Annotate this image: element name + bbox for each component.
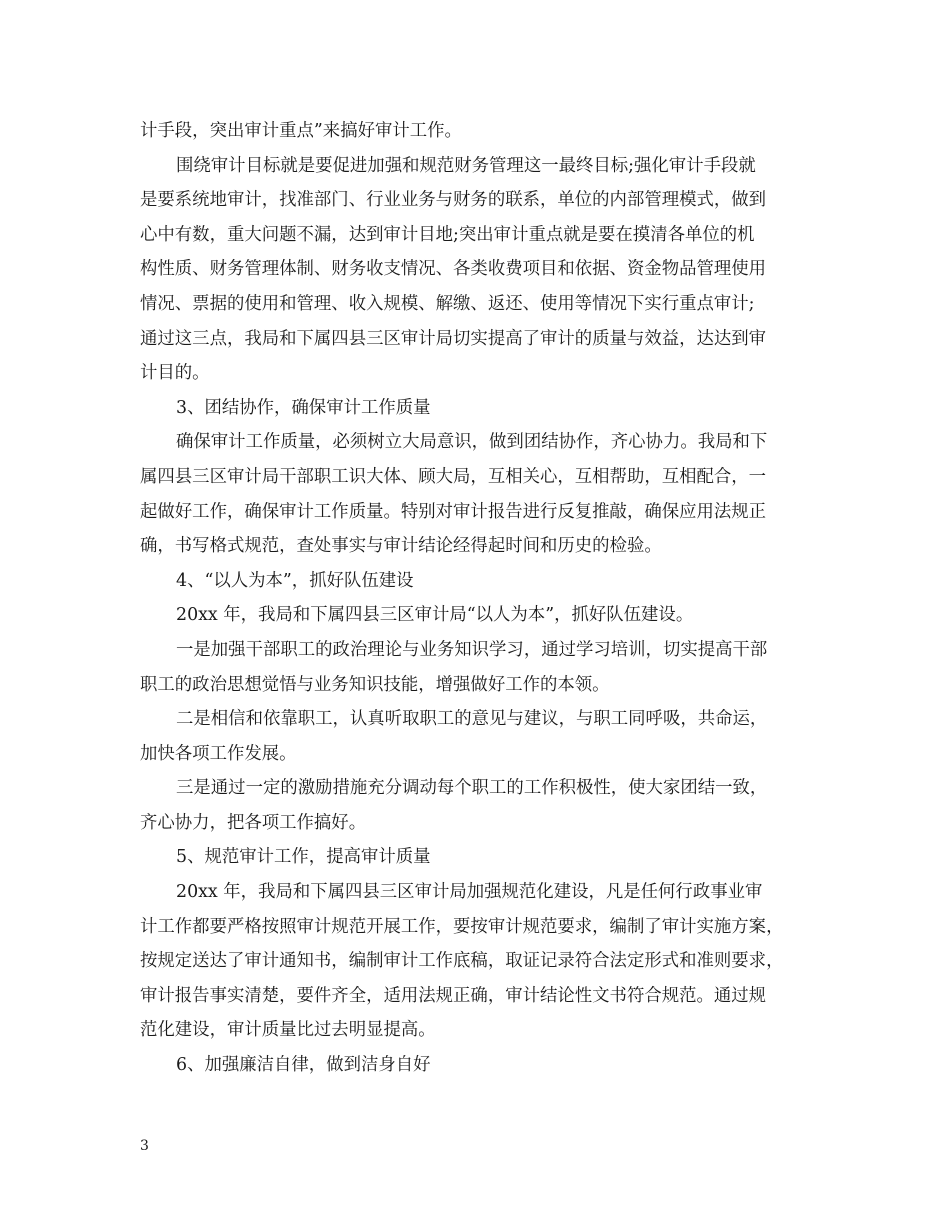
text-line: 计工作都要严格按照审计规范开展工作，要按审计规范要求，编制了审计实施方案， [140,916,784,937]
text-line: 齐心协力，把各项工作搞好。 [140,812,367,833]
text-line: 情况、票据的使用和管理、收入规模、解缴、返还、使用等情况下实行重点审计; [140,293,755,314]
text-line: 属四县三区审计局干部职工识大体、顾大局，互相关心，互相帮助，互相配合，一 [140,466,767,487]
paragraph-start-line: 一是加强干部职工的政治理论与业务知识学习，通过学习培训，切实提高干部 [176,639,768,660]
text-line: 是要系统地审计，找准部门、行业业务与财务的联系，单位的内部管理模式，做到 [140,190,767,211]
text-line: 构性质、财务管理体制、财务收支情况、各类收费项目和依据、资金物品管理使用 [140,259,767,280]
text-line: 确，书写格式规范，查处事实与审计结论经得起时间和历史的检验。 [140,536,662,557]
text-line: 计手段，突出审计重点”来搞好审计工作。 [140,121,462,141]
text-line: 计目的。 [140,363,210,384]
section-heading-6: 6、加强廉洁自律，做到洁身自好 [176,1055,431,1076]
text-line: 加快各项工作发展。 [140,743,297,764]
document-body [140,114,812,1083]
paragraph-start-line: 20xx 年，我局和下属四县三区审计局加强规范化建设，凡是任何行政事业审 [176,882,763,903]
paragraph-start-line: 确保审计工作质量，必须树立大局意识，做到团结协作，齐心协力。我局和下 [176,432,768,453]
section-heading-3: 3、团结协作，确保审计工作质量 [176,397,431,418]
paragraph-start-line: 二是相信和依靠职工，认真听取职工的意见与建议，与职工同呼吸，共命运， [176,709,768,730]
text-line: 起做好工作，确保审计工作质量。特别对审计报告进行反复推敲，确保应用法规正 [140,501,767,522]
text-line: 心中有数，重大问题不漏，达到审计目地;突出审计重点就是要在摸清各单位的机 [140,224,755,245]
section-heading-4: 4、“以人为本”，抓好队伍建设 [176,570,414,591]
page-number: 3 [140,1138,149,1154]
text-line: 按规定送达了审计通知书，编制审计工作底稿，取证记录符合法定形式和准则要求， [140,951,784,972]
text-line: 通过这三点，我局和下属四县三区审计局切实提高了审计的质量与效益，达达到审 [140,328,767,349]
paragraph-start-line: 20xx 年，我局和下属四县三区审计局“以人为本”，抓好队伍建设。 [176,605,694,626]
paragraph-start-line: 围绕审计目标就是要促进加强和规范财务管理这一最终目标;强化审计手段就 [176,155,756,176]
section-heading-5: 5、规范审计工作，提高审计质量 [176,847,431,868]
text-line: 范化建设，审计质量比过去明显提高。 [140,1020,436,1041]
paragraph-start-line: 三是通过一定的激励措施充分调动每个职工的工作积极性，使大家团结一致， [176,778,768,799]
text-line: 审计报告事实清楚，要件齐全，适用法规正确，审计结论性文书符合规范。通过规 [140,985,767,1006]
text-line: 职工的政治思想觉悟与业务知识技能，增强做好工作的本领。 [140,674,610,695]
